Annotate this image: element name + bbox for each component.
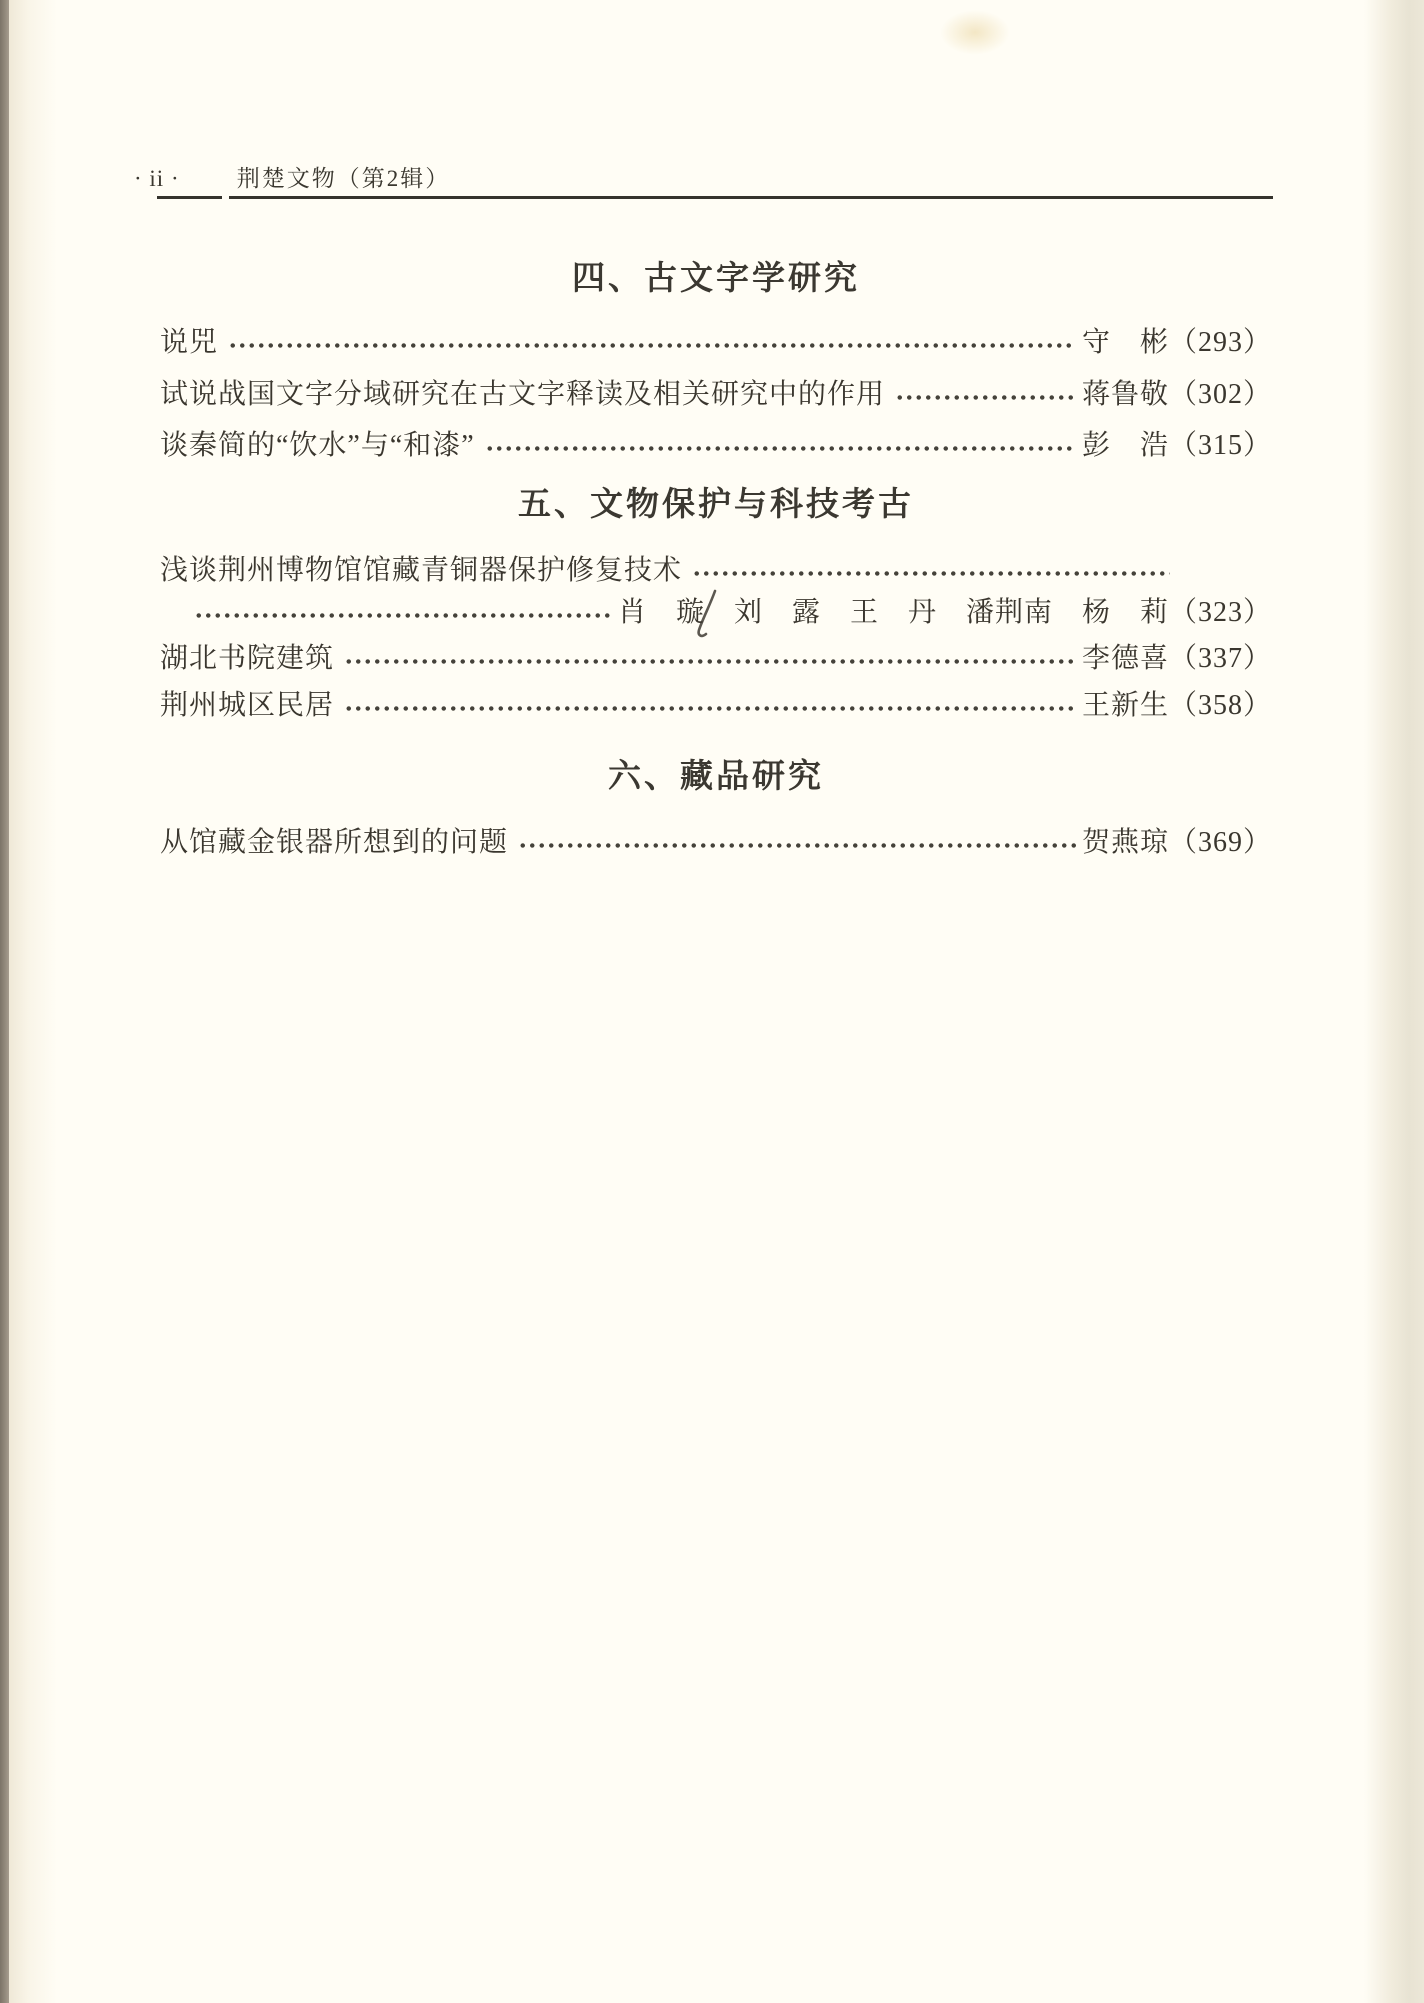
inner-margin-shadow <box>9 0 57 2003</box>
entry-author-page: 肖 璇 刘 露 王 丹 潘荆南 杨 莉（323） <box>617 597 1272 628</box>
header-rule-right-segment <box>229 196 1273 199</box>
entry-author-page: 贺燕琼（369） <box>1081 827 1272 858</box>
entry-title: 浅谈荆州博物馆馆藏青铜器保护修复技术 <box>160 555 683 586</box>
entry-title: 湖北书院建筑 <box>160 643 335 674</box>
toc-entry <box>160 425 1272 467</box>
header-rule-left-segment <box>157 196 222 199</box>
toc-entry <box>160 822 1272 864</box>
dot-leader <box>226 322 1076 364</box>
dot-leader <box>483 425 1076 467</box>
book-title: 荆楚文物（第2辑） <box>236 166 451 191</box>
section-heading-4: 四、古文字学研究 <box>572 259 860 296</box>
dot-leader <box>342 685 1076 727</box>
running-header <box>134 160 1274 193</box>
page-curl-edge <box>1364 0 1424 2003</box>
section-heading-5: 五、文物保护与科技考古 <box>518 485 914 522</box>
dot-leader <box>690 550 1170 592</box>
scan-smudge <box>940 10 1010 55</box>
entry-title: 谈秦简的“饮水”与“和漆” <box>160 430 475 461</box>
entry-title: 试说战国文字分域研究在古文字释读及相关研究中的作用 <box>160 379 886 410</box>
entry-author-page: 守 彬（293） <box>1081 327 1272 358</box>
toc-entry <box>160 374 1272 416</box>
entry-author-page: 蒋鲁敬（302） <box>1081 379 1272 410</box>
entry-author-page: 李德喜（337） <box>1081 643 1272 674</box>
section-heading-6: 六、藏品研究 <box>608 757 824 794</box>
toc-entry <box>160 638 1272 680</box>
entry-author-page: 彭 浩（315） <box>1081 430 1272 461</box>
entry-title: 从馆藏金银器所想到的问题 <box>160 827 509 858</box>
dot-leader <box>192 592 612 634</box>
entry-title: 说兕 <box>160 327 219 358</box>
page-number: · ii · <box>134 166 180 191</box>
entry-title: 荆州城区民居 <box>160 690 335 721</box>
dot-leader <box>342 638 1076 680</box>
dot-leader <box>516 822 1076 864</box>
pen-mark <box>692 588 720 644</box>
binding-edge <box>0 0 9 2003</box>
toc-entry <box>160 685 1272 727</box>
entry-author-page: 王新生（358） <box>1081 690 1272 721</box>
toc-entry <box>160 322 1272 364</box>
toc-entry <box>160 550 1272 592</box>
dot-leader <box>893 374 1076 416</box>
